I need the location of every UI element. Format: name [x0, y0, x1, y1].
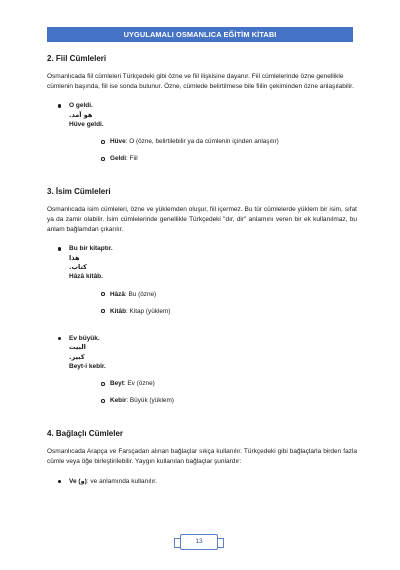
example-latin: O geldi.	[69, 102, 93, 110]
sub-item-desc: : Büyük (yüklem)	[126, 397, 174, 405]
example-arabic: هو آمد.	[69, 110, 93, 119]
circle-bullet-icon	[101, 292, 105, 296]
sub-item	[69, 396, 357, 405]
page-number: 13	[180, 534, 218, 550]
sub-item-term: Kitâb	[110, 307, 126, 315]
conjunction-term: Ve (و)	[69, 477, 87, 485]
example-translit: Hüve geldi.	[69, 121, 104, 128]
sub-item-term: Hüve	[110, 138, 126, 146]
bullet-dot-icon	[58, 337, 61, 340]
section-heading-baglac: 4. Bağlaçlı Cümleler	[47, 429, 124, 439]
sub-item-term: Beyt	[110, 380, 124, 388]
bullet-dot-icon	[58, 247, 61, 250]
sub-item-desc: : Fiil	[125, 155, 138, 163]
conjunction-desc: : ve anlamında kullanılır.	[86, 477, 157, 485]
example-translit: Beyt-i kebîr.	[69, 363, 106, 371]
sub-item-desc: : Bu (özne)	[124, 290, 157, 298]
bullet-dot-icon	[58, 104, 61, 107]
example-bullet	[47, 101, 357, 163]
circle-bullet-icon	[101, 399, 105, 403]
circle-bullet-icon	[101, 382, 105, 386]
sub-item	[69, 379, 357, 388]
example-arabic: هذا كتاب.	[69, 253, 87, 271]
section-heading-fiil: 2. Fiil Cümleleri	[47, 54, 107, 63]
sub-item-term: Geldi	[110, 155, 126, 163]
conjunction-bullet	[47, 477, 357, 486]
sub-item	[69, 307, 357, 316]
example-latin: Bu bir kitaptır.	[69, 245, 113, 253]
sub-item-term: Hâzâ	[110, 290, 125, 298]
example-latin: Ev büyük.	[69, 334, 100, 342]
example-translit: Hâzâ kitâb.	[69, 273, 103, 281]
bullet-dot-icon	[58, 480, 61, 483]
sub-item-desc: : Ev (özne)	[123, 380, 155, 388]
section-paragraph-isim: Osmanlıcada isim cümleleri, özne ve yüklemden oluşur, fiil içermez. Bu tür cümlelerde yüklem bir isim, sıfat ya da zamir olabilir. İsim cümlelerinde genellikle Türkçedeki "dır, dir" anlamını veren bir ek kullanılmaz, bu anlam bağlamdan çıkarılır.	[47, 206, 357, 233]
book-title-banner: UYGULAMALI OSMANLICA EĞİTİM KİTABI	[47, 27, 353, 42]
circle-bullet-icon	[101, 157, 105, 161]
sub-item	[69, 137, 357, 146]
section-paragraph-fiil: Osmanlıcada fiil cümleleri Türkçedeki gibi özne ve fiil ilişkisine dayanır. Fiil cümlelerinde özne genellikle cümlenin başında, fiil ise sonda bulunur. Özne, cümlede belirtilmese bile fiilin çekiminden özne anlaşılabilir.	[47, 73, 354, 90]
example-bullet	[47, 244, 357, 316]
example-bullet	[47, 334, 357, 406]
sub-item	[69, 290, 357, 299]
sub-item-desc: : Kitap (yüklem)	[125, 307, 171, 315]
example-arabic: البيت كبير.	[69, 343, 86, 361]
sub-item	[69, 154, 357, 163]
page-content	[47, 54, 357, 492]
section-paragraph-baglac: Osmanlıcada Arapça ve Farsçadan alınan bağlaçlar sıkça kullanılır. Türkçedeki gibi bağlaçlarla birden fazla cümle veya öğe birleştirilebilir. Yaygın kullanılan bağlaçlar şunlardır:	[47, 448, 357, 466]
section-heading-isim: 3. İsim Cümleleri	[47, 187, 111, 197]
circle-bullet-icon	[101, 140, 105, 144]
circle-bullet-icon	[101, 309, 105, 313]
sub-item-desc: : O (özne, belirtilebilir ya da cümlenin içinden anlaşılır)	[125, 138, 279, 146]
sub-item-term: Kebir	[110, 397, 127, 405]
